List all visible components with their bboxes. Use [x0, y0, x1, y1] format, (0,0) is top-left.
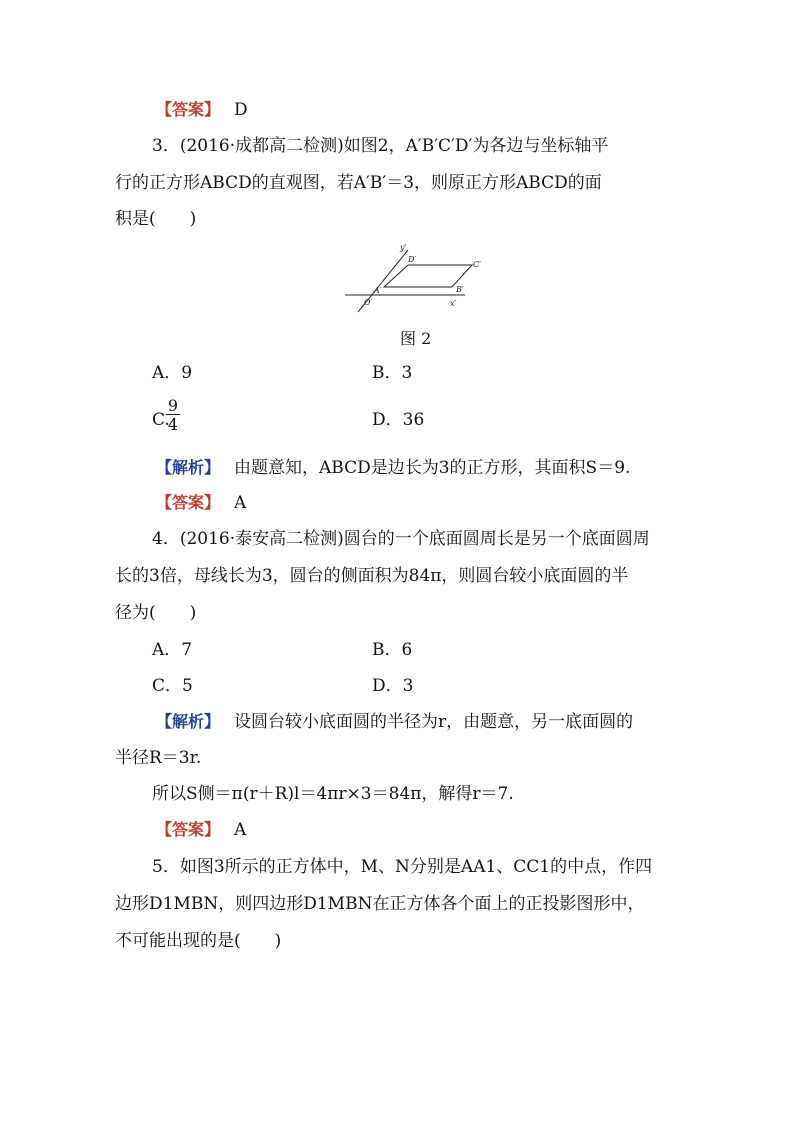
q5-stem-line2: 边形D1MBN，则四边形D1MBN在正方体各个面上的正投影图形中，: [115, 894, 645, 914]
q4-answer-tag: 【答案】: [156, 820, 221, 839]
q3-stem-line3: 积是( ): [115, 209, 197, 229]
q3-figure-caption: 图 2: [400, 329, 432, 348]
q3-option-c-numerator: 9: [167, 396, 179, 415]
label-o: O′: [364, 298, 373, 307]
label-x: x′: [450, 299, 457, 308]
label-d: D′: [408, 255, 417, 264]
q3-option-b: B．3: [372, 363, 413, 383]
label-c: C′: [473, 260, 481, 269]
q3-answer-tag: 【答案】: [156, 493, 221, 512]
parallelogram: [384, 265, 472, 287]
q2-answer-row: [156, 98, 248, 122]
q4-analysis-tag: 【解析】: [156, 712, 221, 731]
q5-stem-line1: 5．如图3所示的正方体中，M、N分别是AA1、CC1的中点，作四: [152, 857, 653, 877]
q4-answer-row: [156, 818, 246, 842]
q2-answer-tag: 【答案】: [156, 100, 221, 119]
q3-option-c-denominator: 4: [167, 415, 179, 434]
q4-option-d: D．3: [372, 676, 414, 696]
q3-analysis-tag: 【解析】: [156, 458, 221, 477]
q3-option-d: D．36: [372, 410, 425, 430]
q4-option-a: A．7: [152, 640, 193, 660]
q4-analysis-line2: 半径R＝3r.: [115, 748, 202, 768]
q3-answer-row: [156, 491, 246, 515]
q4-stem-line3: 径为( ): [115, 603, 197, 623]
label-y: y′: [400, 243, 407, 252]
q3-figure: [340, 240, 480, 320]
q3-option-a: A．9: [152, 363, 193, 383]
q3-option-c-prefix: C.: [152, 410, 170, 430]
q4-analysis-line3: 所以S侧＝π(r＋R)l＝4πr×3＝84π，解得r＝7.: [152, 784, 514, 804]
q4-option-c: C．5: [152, 676, 193, 696]
q4-analysis-line1: 设圆台较小底面圆的半径为r，由题意，另一底面圆的: [234, 712, 634, 732]
q3-analysis-row: [156, 456, 630, 480]
label-b: B′: [456, 285, 464, 294]
q3-analysis: 由题意知，ABCD是边长为3的正方形，其面积S＝9.: [234, 458, 631, 478]
q3-option-c-fraction: [166, 397, 180, 434]
label-a: A′: [374, 286, 382, 295]
q3-stem-line2: 行的正方形ABCD的直观图，若A′B′＝3，则原正方形ABCD的面: [115, 173, 602, 193]
q3-answer: A: [234, 493, 247, 513]
q4-stem-line2: 长的3倍，母线长为3，圆台的侧面积为84π，则圆台较小底面圆的半: [115, 566, 629, 586]
q4-answer: A: [234, 820, 247, 840]
q4-option-b: B．6: [372, 640, 413, 660]
q4-stem-line1: 4．(2016·泰安高二检测)圆台的一个底面圆周长是另一个底面圆周: [152, 529, 650, 549]
q2-answer: D: [234, 100, 248, 120]
q4-analysis-row: [156, 710, 633, 734]
q5-stem-line3: 不可能出现的是( ): [115, 931, 282, 951]
q3-stem-line1: 3．(2016·成都高二检测)如图2，A′B′C′D′为各边与坐标轴平: [152, 136, 609, 156]
